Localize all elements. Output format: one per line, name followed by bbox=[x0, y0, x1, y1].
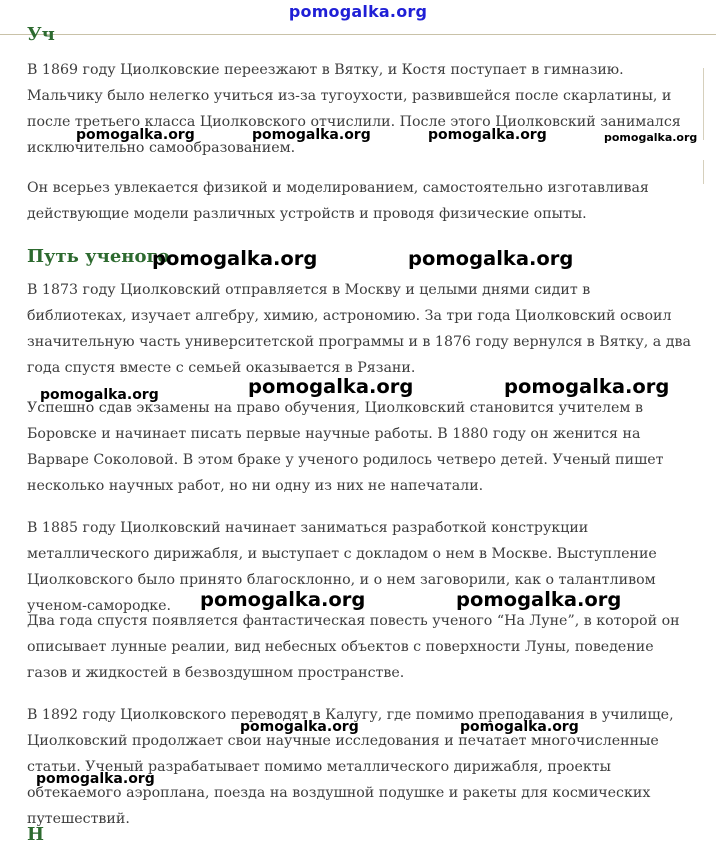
watermark: pomogalka.org bbox=[604, 131, 698, 144]
article-paragraph: В 1885 году Циолковский начинает заниматься разработкой конструкции металлического дирижабля, и выступает с докладом о нем в Москве. Выступление Циолковского было принято благосклонно, и о нем заговорили, как о талантливом ученом-самородке. bbox=[27, 520, 657, 614]
watermark: pomogalka.org bbox=[152, 247, 318, 270]
watermark: pomogalka.org bbox=[408, 247, 574, 270]
sidebar-divider bbox=[703, 68, 704, 140]
next-heading-fragment: Н bbox=[27, 824, 45, 845]
watermark: pomogalka.org bbox=[248, 375, 414, 398]
article-paragraph: В 1892 году Циолковского переводят в Калугу, где помимо преподавания в училище, Циолковский продолжает свои научные исследования и печатает многочисленные статьи. Ученый разрабатывает помимо металлического дирижабля, проекты обтекаемого аэроплана, поезда на воздушной подушке и ракеты для космических путешествий. bbox=[27, 707, 674, 827]
previous-heading-fragment: Уч bbox=[27, 24, 55, 45]
watermark: pomogalka.org bbox=[428, 127, 547, 143]
watermark: pomogalka.org bbox=[460, 719, 579, 735]
article-paragraph: В 1869 году Циолковские переезжают в Вятку, и Костя поступает в гимназию. Мальчику было нелегко учиться из-за тугоухости, развившейся после скарлатины, и после третьего класса Циолковского отчислили. После этого Циолковский занимался исключительно самообразованием. bbox=[27, 62, 681, 156]
section-title: Путь ученого bbox=[27, 246, 170, 267]
watermark: pomogalka.org bbox=[456, 588, 622, 611]
watermark: pomogalka.org bbox=[76, 127, 195, 143]
watermark: pomogalka.org bbox=[200, 588, 366, 611]
article-paragraph: Два года спустя появляется фантастическая повесть ученого “На Луне”, в которой он описывает лунные реалии, вид небесных объектов с поверхности Луны, поведение газов и жидкостей в безвоздушном пространстве. bbox=[27, 613, 680, 681]
article-paragraph: В 1873 году Циолковский отправляется в Москву и целыми днями сидит в библиотеках, изучает алгебру, химию, астрономию. За три года Циолковский освоил значительную часть университетской программы и в 1876 году вернулся в Вятку, а два года спустя вместе с семьей оказывается в Рязани. bbox=[27, 282, 691, 376]
watermark: pomogalka.org bbox=[252, 127, 371, 143]
sidebar-divider bbox=[703, 160, 704, 184]
article-paragraph: Успешно сдав экзамены на право обучения, Циолковский становится учителем в Боровске и начинает писать первые научные работы. В 1880 году он женится на Варваре Соколовой. В этом браке у ученого родилось четверо детей. Ученый пишет несколько научных работ, но ни одну из них не напечатали. bbox=[27, 400, 664, 494]
watermark: pomogalka.org bbox=[240, 719, 359, 735]
site-header bbox=[0, 0, 716, 45]
site-logo[interactable]: pomogalka.org bbox=[288, 2, 428, 21]
watermark: pomogalka.org bbox=[40, 387, 159, 403]
watermark: pomogalka.org bbox=[504, 375, 670, 398]
article-paragraph: Он всерьез увлекается физикой и моделированием, самостоятельно изготавливая действующие модели различных устройств и проводя физические опыты. bbox=[27, 180, 649, 222]
watermark: pomogalka.org bbox=[36, 771, 155, 787]
